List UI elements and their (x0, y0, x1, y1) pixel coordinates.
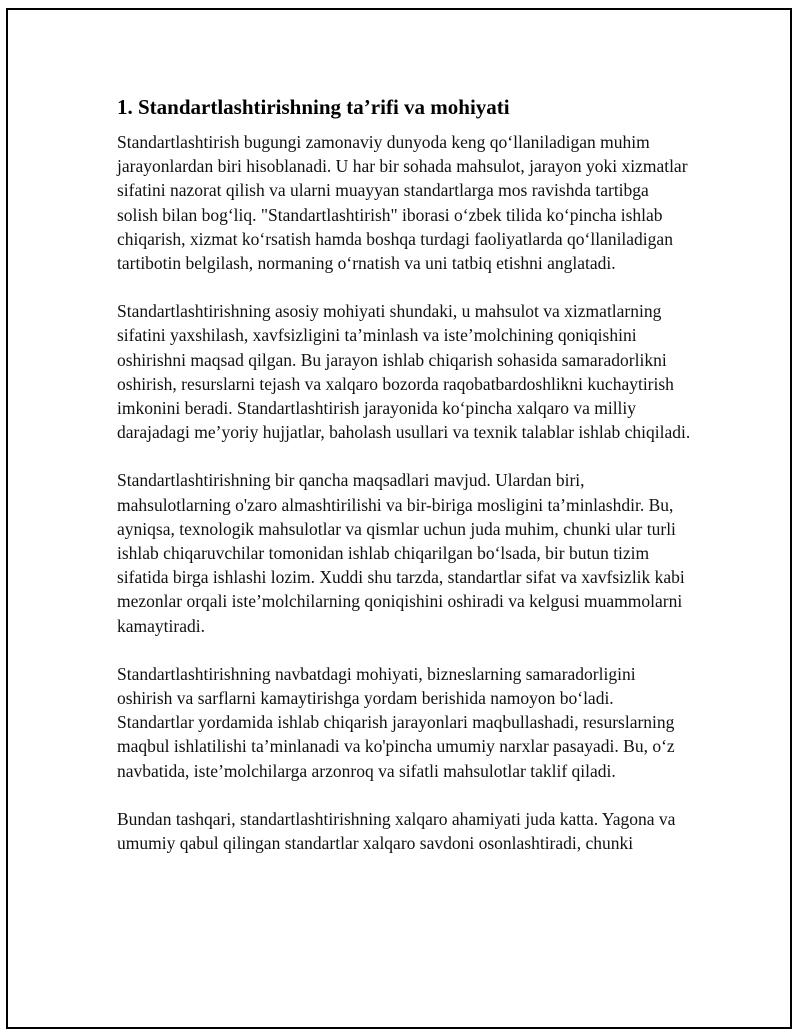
document-body (117, 92, 691, 879)
paragraph-goals: Standartlashtirishning bir qancha maqsadlari mavjud. Ulardan biri, mahsulotlarning o'zaro almashtirilishi va bir-biriga mosligini ta’minlashdir. Bu, ayniqsa, texnologik mahsulotlar va qismlar uchun juda muhim, chunki ular turli ishlab chiqaruvchilar tomonidan ishlab chiqarilgan bo‘lsada, bir butun tizim sifatida birga ishlashi lozim. Xuddi shu tarzda, standartlar sifat va xavfsizlik kabi mezonlar orqali iste’molchilarning qoniqishini oshiradi va kelgusi muammolarni kamaytiradi. (117, 470, 685, 636)
section-heading: 1. Standartlashtirishning ta’rifi va mohiyati (117, 95, 510, 119)
paragraph-essence: Standartlashtirishning asosiy mohiyati shundaki, u mahsulot va xizmatlarning sifatini yaxshilash, xavfsizligini ta’minlash va iste’molchining qoniqishini oshirishni maqsad qilgan. Bu jarayon ishlab chiqarish sohasida samaradorlikni oshirish, resurslarni tejash va xalqaro bozorda raqobatbardoshlikni kuchaytirish imkonini beradi. Standartlashtirish jarayonida ko‘pincha xalqaro va milliy darajadagi me’yoriy hujjatlar, baholash usullari va texnik talablar ishlab chiqiladi. (117, 301, 691, 443)
paragraph-efficiency: Standartlashtirishning navbatdagi mohiyati, bizneslarning samaradorligini oshirish va sarflarni kamaytirishga yordam berishida namoyon bo‘ladi. Standartlar yordamida ishlab chiqarish jarayonlari maqbullashadi, resurslarning maqbul ishlatilishi ta’minlanadi va ko'pincha umumiy narxlar pasayadi. Bu, o‘z navbatida, iste’molchilarga arzonroq va sifatli mahsulotlar taklif qiladi. (117, 663, 675, 781)
paragraph-definition: Standartlashtirish bugungi zamonaviy dunyoda keng qo‘llaniladigan muhim jarayonlardan biri hisoblanadi. U har bir sohada mahsulot, jarayon yoki xizmatlar sifatini nazorat qilish va ularni muayyan standartlarga mos ravishda tartibga solish bilan bog‘liq. "Standartlashtirish" iborasi o‘zbek tilida ko‘pincha ishlab chiqarish, xizmat ko‘rsatish hamda boshqa turdagi faoliyatlarda qo‘llaniladigan tartibotin belgilash, normaning o‘rnatish va uni tatbiq etishni anglatadi. (117, 132, 688, 274)
paragraph-international: Bundan tashqari, standartlashtirishning xalqaro ahamiyati juda katta. Yagona va umumiy qabul qilingan standartlar xalqaro savdoni osonlashtiradi, chunki (117, 808, 676, 854)
